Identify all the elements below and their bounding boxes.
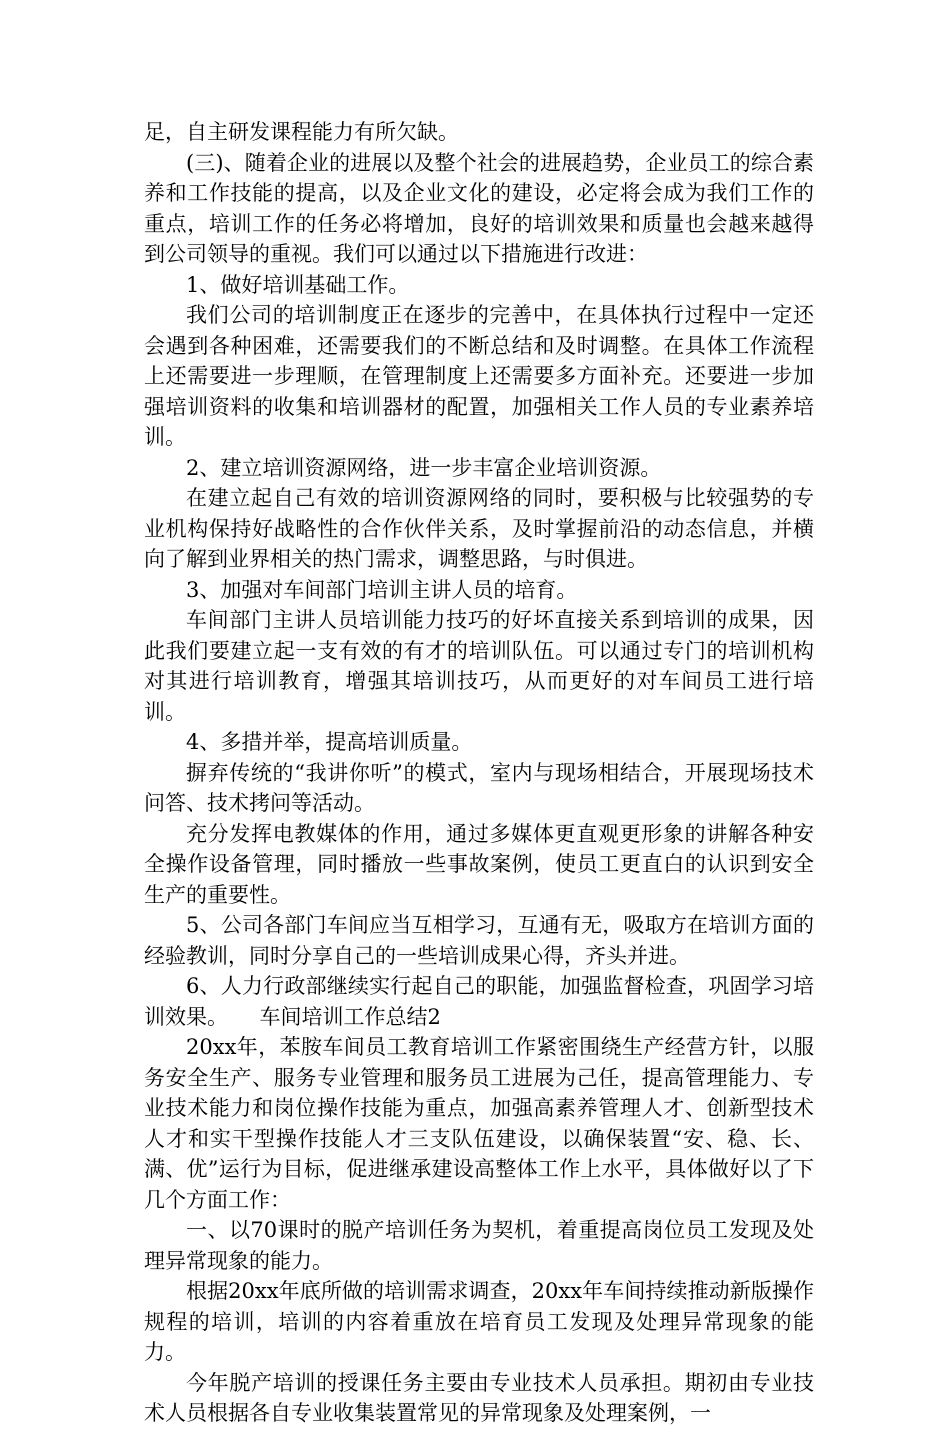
heading-item-4: 4、多措并举，提高培训质量。 — [186, 730, 473, 754]
paragraph-5: 车间部门主讲人员培训能力技巧的好坏直接关系到培训的成果，因此我们要建立起一支有效的有才的培训队伍。可以通过专门的培训机构对其进行培训教育，增强其培训技巧，从而更好的对车间员工进行培训。 — [144, 608, 814, 724]
section-heading-1: 一、以70课时的脱产培训任务为契机，着重提高岗位员工发现及处理异常现象的能力。 — [144, 1218, 814, 1273]
paragraph-7: 充分发挥电教媒体的作用，通过多媒体更直观更形象的讲解各种安全操作设备管理，同时播放一些事故案例，使员工更直白的认识到安全生产的重要性。 — [144, 821, 814, 907]
paragraph-8: 20xx年，苯胺车间员工教育培训工作紧密围绕生产经营方针，以服务安全生产、服务专业管理和服务员工进展为己任，提高管理能力、专业技术能力和岗位操作技能为重点，加强高素养管理人才、创新型技术人才和实干型操作技能人才三支队伍建设，以确保装置“安、稳、长、满、优”运行为目标，促进继承建设高整体工作上水平，具体做好以了下几个方面工作： — [144, 1035, 814, 1212]
heading-item-2: 2、建立培训资源网络，进一步丰富企业培训资源。 — [186, 455, 662, 480]
paragraph-10: 今年脱产培训的授课任务主要由专业技术人员承担。期初由专业技术人员根据各自专业收集装置常见的异常现象及处理案例，一 — [144, 1370, 814, 1425]
paragraph-6: 摒弃传统的“我讲你听”的模式，室内与现场相结合，开展现场技术问答、技术拷问等活动。 — [144, 760, 814, 815]
heading-item-3: 3、加强对车间部门培训主讲人员的培育。 — [186, 577, 578, 602]
paragraph-4: 在建立起自己有效的培训资源网络的同时，要积极与比较强势的专业机构保持好战略性的合作伙伴关系，及时掌握前沿的动态信息，并横向了解到业界相关的热门需求，调整思路，与时俱进。 — [144, 486, 814, 571]
paragraph-2: (三)、随着企业的进展以及整个社会的进展趋势，企业员工的综合素养和工作技能的提高，以及企业文化的建设，必定将会成为我们工作的重点，培训工作的任务必将增加，良好的培训效果和质量也会越来越得到公司领导的重视。我们可以通过以下措施进行改进： — [144, 150, 814, 266]
document-body — [144, 117, 814, 1429]
heading-item-6: 6、人力行政部继续实行起自己的职能，加强监督检查，巩固学习培训效果。 车间培训工作总结2 — [144, 974, 814, 1029]
paragraph-3: 我们公司的培训制度正在逐步的完善中，在具体执行过程中一定还会遇到各种困难，还需要我们的不断总结和及时调整。在具体工作流程上还需要进一步理顺，在管理制度上还需要多方面补充。还要进一步加强培训资料的收集和培训器材的配置，加强相关工作人员的专业素养培训。 — [144, 303, 814, 449]
heading-item-5: 5、公司各部门车间应当互相学习，互通有无，吸取方在培训方面的经验教训，同时分享自己的一些培训成果心得，齐头并进。 — [144, 913, 814, 968]
heading-item-1: 1、做好培训基础工作。 — [186, 272, 410, 297]
paragraph-1: 足，自主研发课程能力有所欠缺。 — [144, 120, 459, 144]
paragraph-9: 根据20xx年底所做的培训需求调查，20xx年车间持续推动新版操作规程的培训，培训的内容着重放在培育员工发现及处理异常现象的能力。 — [144, 1279, 814, 1364]
